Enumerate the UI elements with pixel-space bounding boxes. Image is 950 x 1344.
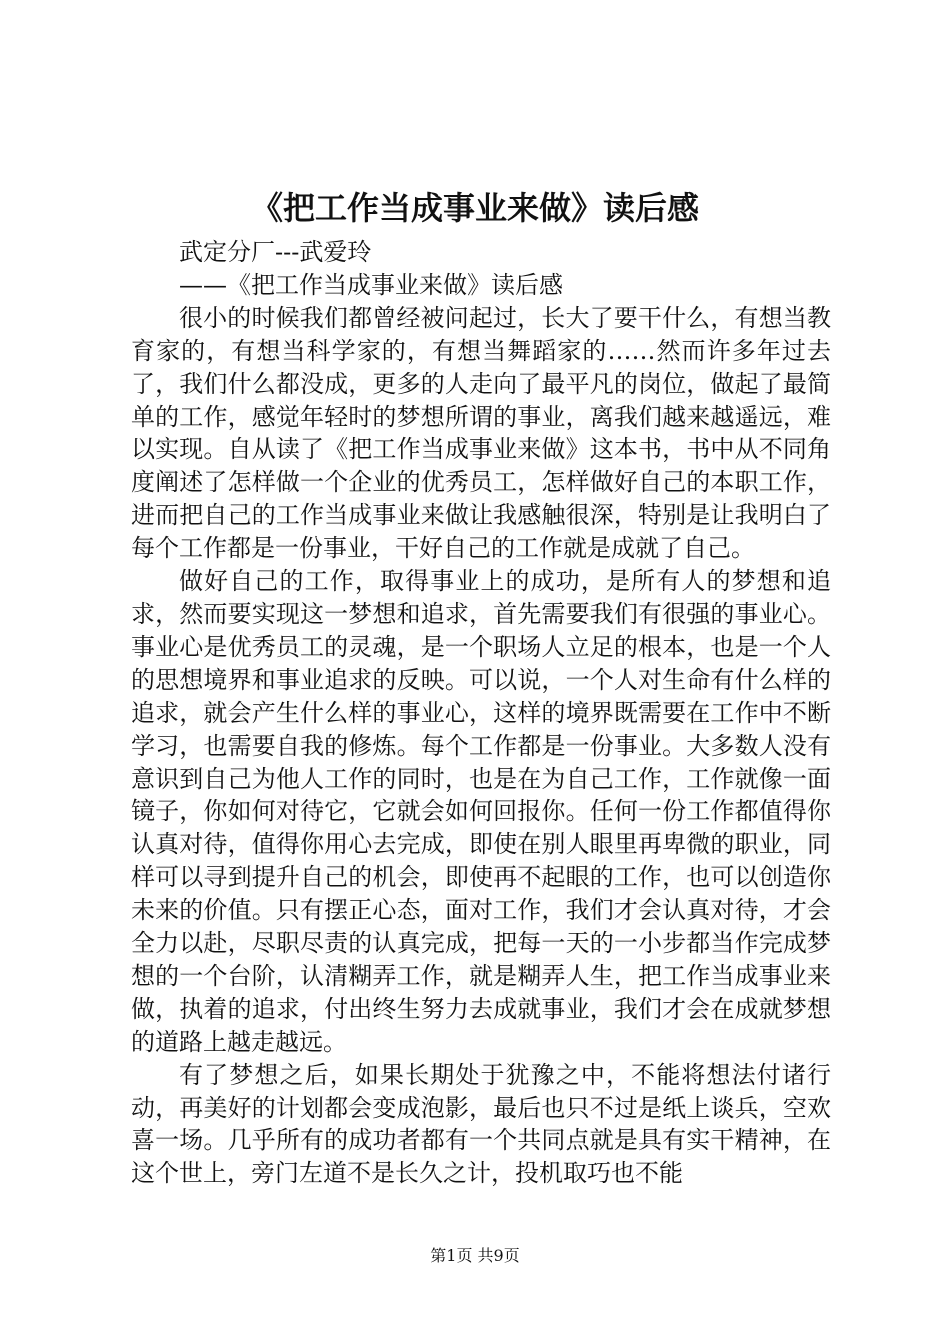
page-number: 第1页 共9页 [430,1246,520,1265]
document-title: 《把工作当成事业来做》读后感 [250,189,699,227]
paragraph-1: 很小的时候我们都曾经被问起过，长大了要干什么，有想当教育家的，有想当科学家的，有想当舞蹈家的……然而许多年过去了，我们什么都没成，更多的人走向了最平凡的岗位，做起了最简单的工作，感觉年轻时的梦想所谓的事业，离我们越来越遥远，难以实现。自从读了《把工作当成事业来做》这本书，书中从不同角度阐述了怎样做一个企业的优秀员工，怎样做好自己的本职工作，进而把自己的工作当成事业来做让我感触很深，特别是让我明白了每个工作都是一份事业，干好自己的工作就是成就了自己。 [131,303,831,563]
author-line: 武定分厂---武爱玲 [179,238,372,266]
subtitle-line: ——《把工作当成事业来做》读后感 [179,270,563,299]
document-body [131,236,831,1190]
paragraph-2: 做好自己的工作，取得事业上的成功，是所有人的梦想和追求，然而要实现这一梦想和追求，首先需要我们有很强的事业心。事业心是优秀员工的灵魂，是一个职场人立足的根本，也是一个人的思想境界和事业追求的反映。可以说，一个人对生命有什么样的追求，就会产生什么样的事业心，这样的境界既需要在工作中不断学习，也需要自我的修炼。每个工作都是一份事业。大多数人没有意识到自己为他人工作的同时，也是在为自己工作，工作就像一面镜子，你如何对待它，它就会如何回报你。任何一份工作都值得你认真对待，值得你用心去完成，即使在别人眼里再卑微的职业，同样可以寻到提升自己的机会，即使再不起眼的工作，也可以创造你未来的价值。只有摆正心态，面对工作，我们才会认真对待，才会全力以赴，尽职尽责的认真完成，把每一天的一小步都当作完成梦想的一个台阶，认清糊弄工作，就是糊弄人生，把工作当成事业来做，执着的追求，付出终生努力去成就事业，我们才会在成就梦想的道路上越走越远。 [131,567,831,1056]
paragraph-3: 有了梦想之后，如果长期处于犹豫之中，不能将想法付诸行动，再美好的计划都会变成泡影，最后也只不过是纸上谈兵，空欢喜一场。几乎所有的成功者都有一个共同点就是具有实干精神，在这个世上，旁门左道不是长久之计，投机取巧也不能 [131,1060,831,1188]
